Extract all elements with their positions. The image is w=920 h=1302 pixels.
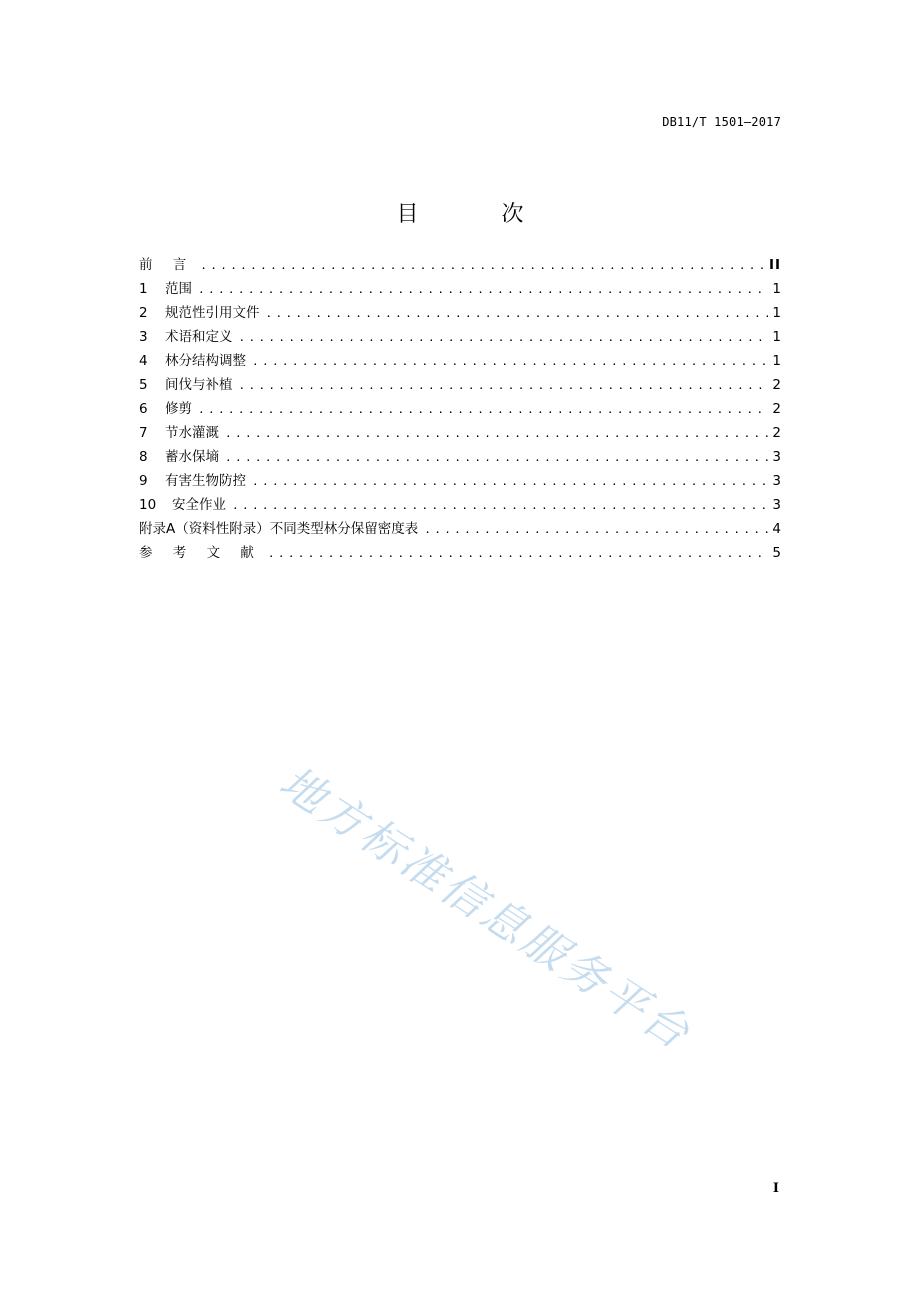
dot-leader — [198, 398, 768, 422]
watermark-text: 地方标准信息服务平台 — [270, 756, 701, 1061]
dot-leader — [198, 278, 768, 302]
toc-entry-page: 2 — [772, 425, 781, 441]
toc-entry-safe-operation[interactable] — [139, 493, 781, 517]
toc-entry-page: 1 — [772, 281, 781, 297]
toc-entry-bibliography[interactable] — [139, 541, 781, 565]
toc-entry-pruning[interactable] — [139, 397, 781, 421]
dot-leader — [225, 422, 768, 446]
toc-entry-label: 术语和定义 — [165, 329, 233, 345]
toc-entry-thinning-replanting[interactable] — [139, 373, 781, 397]
toc-entry-page: 1 — [772, 329, 781, 345]
toc-entry-number: 8 — [139, 449, 148, 465]
dot-leader — [252, 350, 768, 374]
toc-entry-label: 范围 — [165, 281, 192, 297]
toc-entry-water-saving-irrigation[interactable] — [139, 421, 781, 445]
toc-entry-label: 有害生物防控 — [165, 473, 246, 489]
dot-leader — [225, 446, 768, 470]
dot-leader — [239, 374, 769, 398]
toc-entry-number: 2 — [139, 305, 148, 321]
toc-entry-page: 3 — [772, 473, 781, 489]
toc-entry-number: 4 — [139, 353, 148, 369]
toc-entry-page: 1 — [772, 305, 781, 321]
toc-entry-number: 7 — [139, 425, 148, 441]
dot-leader — [268, 542, 769, 566]
standard-code: DB11/T 1501—2017 — [662, 115, 781, 129]
toc-entry-number: 9 — [139, 473, 148, 489]
toc-entry-page: 2 — [772, 377, 781, 393]
toc-entry-label: 规范性引用文件 — [165, 305, 260, 321]
page-number: I — [772, 1181, 779, 1196]
toc-title: 目 次 — [396, 202, 562, 227]
toc-entry-number: 6 — [139, 401, 148, 417]
toc-entry-label: 林分结构调整 — [165, 353, 246, 369]
toc-entry-scope[interactable] — [139, 277, 781, 301]
toc-entry-number: 5 — [139, 377, 148, 393]
toc-entry-terms-definitions[interactable] — [139, 325, 781, 349]
toc-entry-stand-structure[interactable] — [139, 349, 781, 373]
dot-leader — [200, 254, 765, 278]
toc-entry-normative-references[interactable] — [139, 301, 781, 325]
toc-entry-pest-control[interactable] — [139, 469, 781, 493]
toc-entry-page: 4 — [772, 521, 781, 537]
toc-entry-label: 安全作业 — [172, 497, 226, 513]
toc-entry-page: II — [768, 257, 781, 273]
toc-entry-moisture-conservation[interactable] — [139, 445, 781, 469]
toc-entry-label: 修剪 — [165, 401, 192, 417]
toc-entry-appendix-a[interactable] — [139, 517, 781, 541]
toc-entry-label: 参 考 文 献 — [139, 545, 262, 561]
toc-entry-number: 3 — [139, 329, 148, 345]
toc-entry-page: 3 — [772, 497, 781, 513]
dot-leader — [239, 326, 769, 350]
toc-entry-label: 节水灌溉 — [165, 425, 219, 441]
toc-entry-number: 10 — [139, 497, 157, 513]
toc-entry-page: 5 — [772, 545, 781, 561]
toc-entry-page: 3 — [772, 449, 781, 465]
table-of-contents — [139, 253, 781, 565]
dot-leader — [232, 494, 768, 518]
toc-entry-number: 1 — [139, 281, 148, 297]
toc-entry-page: 2 — [772, 401, 781, 417]
toc-entry-page: 1 — [772, 353, 781, 369]
dot-leader — [252, 470, 768, 494]
toc-entry-foreword[interactable] — [139, 253, 781, 277]
toc-entry-label: 附录A（资料性附录）不同类型林分保留密度表 — [139, 521, 419, 537]
toc-entry-label: 前 言 — [139, 257, 195, 273]
dot-leader — [424, 518, 768, 542]
dot-leader — [266, 302, 769, 326]
toc-entry-label: 蓄水保墒 — [165, 449, 219, 465]
toc-entry-label: 间伐与补植 — [165, 377, 233, 393]
